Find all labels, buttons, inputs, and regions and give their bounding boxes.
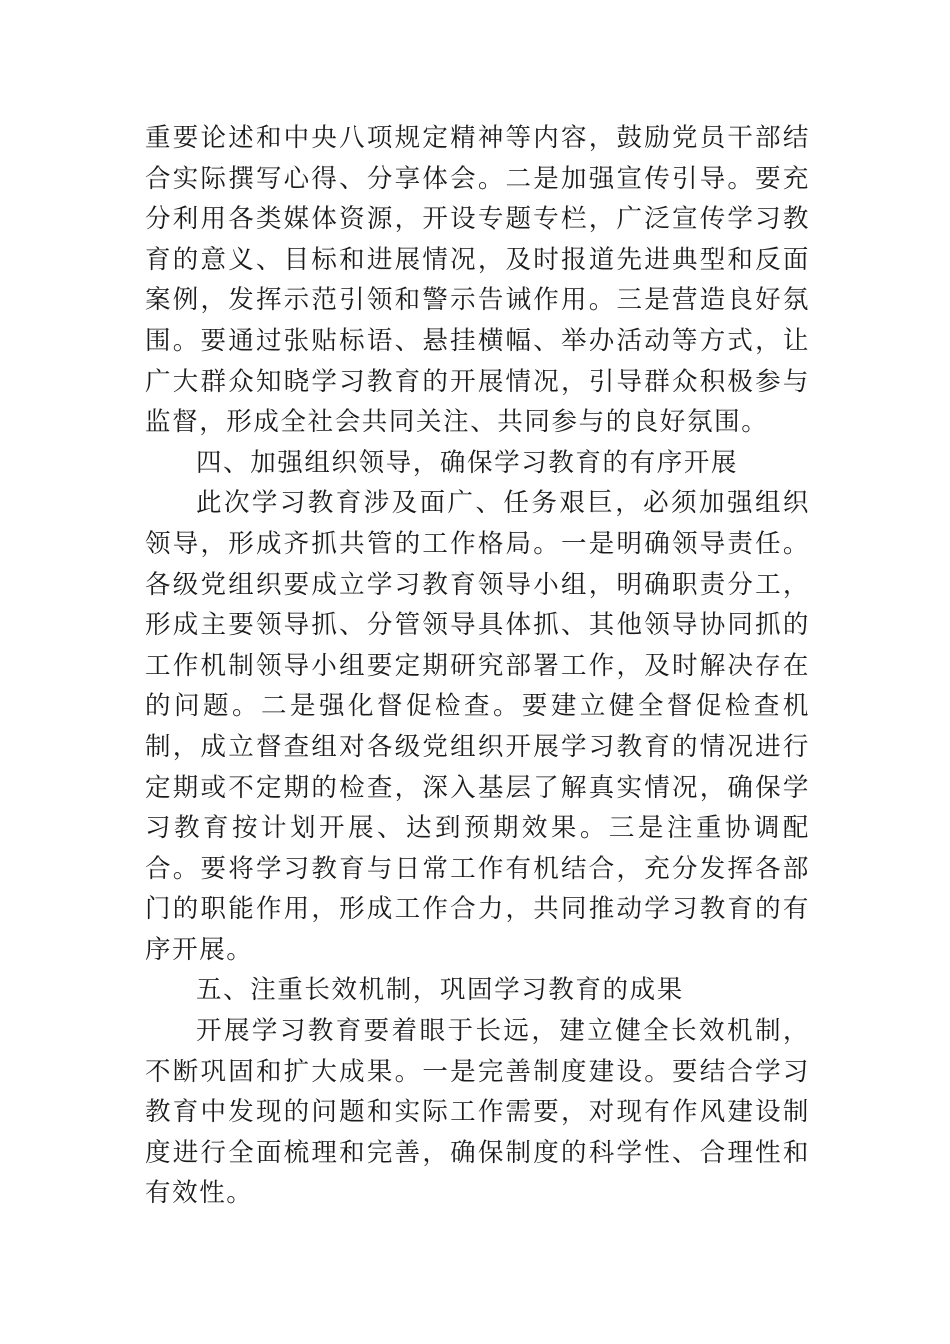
section-heading-four: 四、加强组织领导，确保学习教育的有序开展 [196, 447, 739, 478]
paragraph-continuation: 重要论述和中央八项规定精神等内容，鼓励党员干部结合实际撰写心得、分享体会。二是加强宣传引导。要充分利用各类媒体资源，开设专题专栏，广泛宣传学习教育的意义、目标和进展情况，及时报道先进典型和反面案例，发挥示范引领和警示告诫作用。三是营造良好氛围。要通过张贴标语、悬挂横幅、举办活动等方式，让广大群众知晓学习教育的开展情况，引导群众积极参与监督，形成全社会共同关注、共同参与的良好氛围。 [145, 123, 810, 438]
paragraph-organization-leadership: 此次学习教育涉及面广、任务艰巨，必须加强组织领导，形成齐抓共管的工作格局。一是明确领导责任。各级党组织要成立学习教育领导小组，明确职责分工，形成主要领导抓、分管领导具体抓、其他领导协同抓的工作机制领导小组要定期研究部署工作，及时解决存在的问题。二是强化督促检查。要建立健全督促检查机制，成立督查组对各级党组织开展学习教育的情况进行定期或不定期的检查，深入基层了解真实情况，确保学习教育按计划开展、达到预期效果。三是注重协调配合。要将学习教育与日常工作有机结合，充分发挥各部门的职能作用，形成工作合力，共同推动学习教育的有序开展。 [145, 488, 810, 965]
document-body [145, 118, 810, 1214]
section-heading-five: 五、注重长效机制，巩固学习教育的成果 [196, 975, 684, 1006]
paragraph-long-term-mechanism: 开展学习教育要着眼于长远，建立健全长效机制，不断巩固和扩大成果。一是完善制度建设。要结合学习教育中发现的问题和实际工作需要，对现有作风建设制度进行全面梳理和完善，确保制度的科学性、合理性和有效性。 [145, 1016, 810, 1209]
